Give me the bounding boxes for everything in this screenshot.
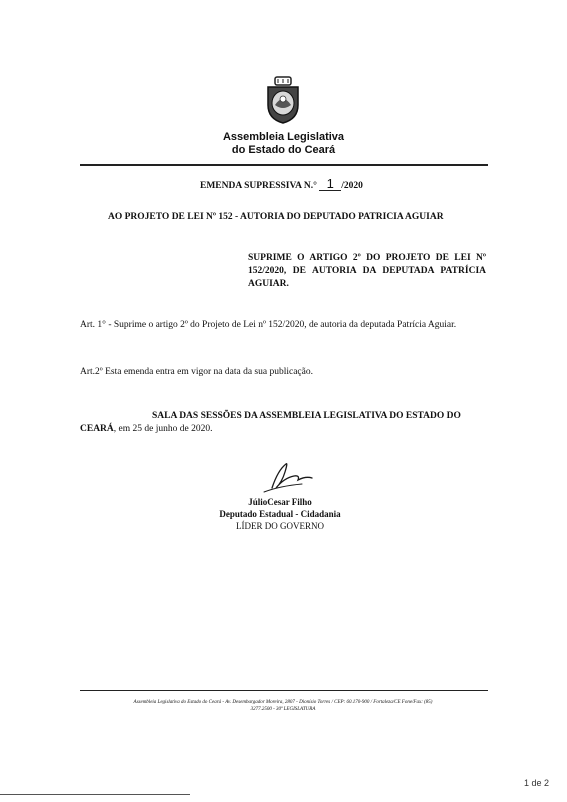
footer-line2: 3277.2500 - 30ª LEGISLATURA [250,707,316,712]
sala-das-sessoes [80,410,490,436]
ementa-text: SUPRIME O ARTIGO 2º DO PROJETO DE LEI Nº 152/2020, DE AUTORIA DA DEPUTADA PATRÍCIA AGUIAR. [248,253,486,289]
org-name-line2: do Estado do Ceará [231,144,336,156]
article-2: Art.2º Esta emenda entra em vigor na data da sua publicação. [80,367,313,377]
signer-name: JúlioCesar Filho [248,497,312,507]
page-separator [0,794,190,795]
emenda-prefix: EMENDA SUPRESSIVA N.° [200,181,317,191]
sala-date-text: , em 25 de junho de 2020. [113,424,213,434]
emenda-suffix: /2020 [341,181,363,191]
header-divider [80,164,488,166]
org-name-line1: Assembleia Legislativa [222,131,345,143]
projeto-title: AO PROJETO DE LEI Nº 152 - AUTORIA DO DEPUTADO PATRICIA AGUIAR [108,212,444,222]
signer-title: LÍDER DO GOVERNO [236,521,324,531]
article-1: Art. 1° - Suprime o artigo 2º do Projeto de Lei nº 152/2020, de autoria da deputada Patrícia Aguiar. [80,320,457,330]
sala-bold-text: SALA DAS SESSÕES DA ASSEMBLEIA LEGISLATIVA DO ESTADO DO CEARÁ [80,411,461,434]
emenda-number: 1 [319,177,341,191]
page-indicator: 1 de 2 [523,778,549,788]
footer-divider [80,690,488,691]
signer-role: Deputado Estadual - Cidadania [219,509,341,519]
footer-line1: Assembleia Legislativa do Estado do Ceará - Av. Desembargador Moreira, 2807 - Dionísio Torres / CEP: 60.170-900 / Fortaleza/CE Fone/Fax: (85) [133,700,433,705]
ceara-coat-of-arms-icon [263,75,303,125]
handwritten-signature [250,458,320,494]
footer-address [72,699,494,713]
emenda-title [200,177,363,191]
